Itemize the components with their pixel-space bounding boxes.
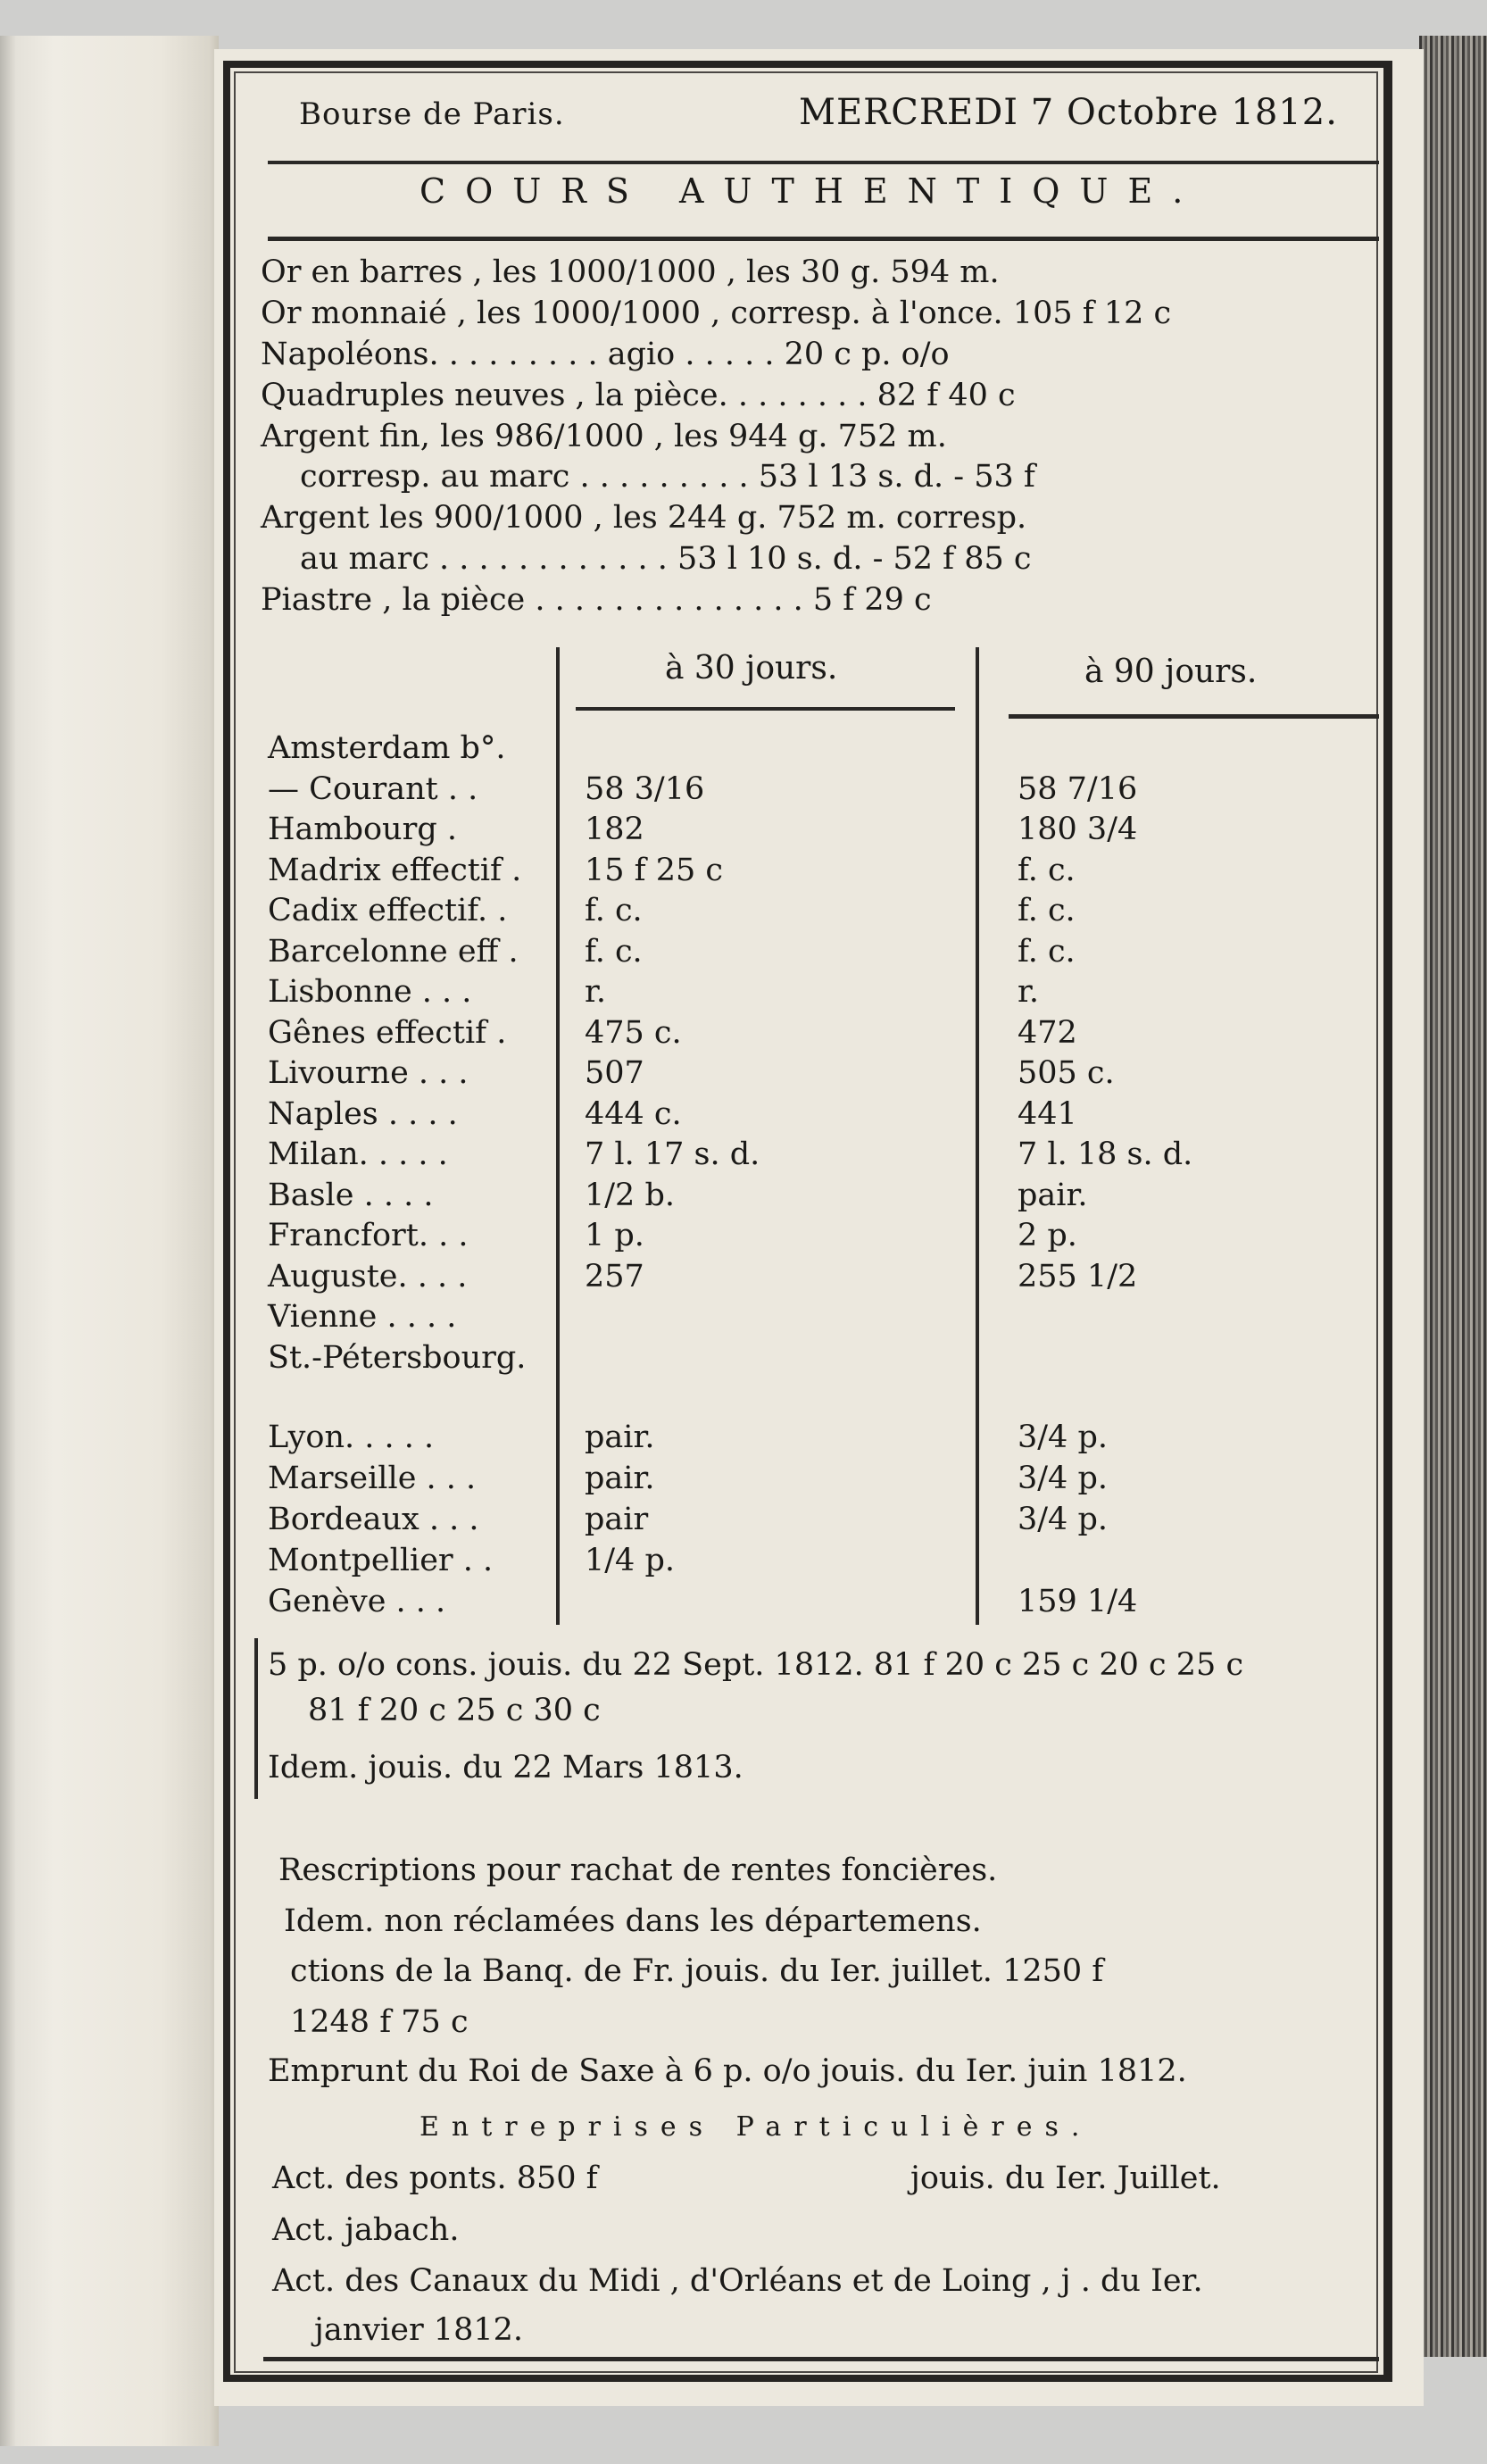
col-header-90: à 90 jours. <box>1084 653 1258 690</box>
metal-line: au marc . . . . . . . . . . . . 53 l 10 s. d. - 52 f 85 c <box>300 541 1032 577</box>
rate-90-days: 3/4 p. <box>1018 1502 1108 1537</box>
exchange-place: Cadix effectif. . <box>268 893 508 928</box>
exchange-place: Basle . . . . <box>268 1177 434 1213</box>
rate-30-days: pair <box>585 1502 649 1537</box>
rate-90-days: 7 l. 18 s. d. <box>1018 1136 1193 1172</box>
rate-30-days: f. c. <box>585 933 643 970</box>
rate-90-days: 2 p. <box>1018 1218 1077 1253</box>
exchange-place: Gênes effectif . <box>268 1014 507 1051</box>
exchange-place: Montpellier . . <box>268 1543 494 1578</box>
rate-30-days: 475 c. <box>585 1014 682 1051</box>
exchange-place: Milan. . . . . <box>268 1136 448 1172</box>
metal-line: Quadruples neuves , la pièce. . . . . . . . 82 f 40 c <box>261 378 1016 413</box>
rate-90-days: 3/4 p. <box>1018 1461 1108 1496</box>
exchange-place: Amsterdam b°. <box>268 730 506 766</box>
metal-line: Or monnaié , les 1000/1000 , corresp. à l'once. 105 f 12 c <box>261 296 1172 331</box>
col-header-rule-30 <box>576 707 955 711</box>
exchange-place: Marseille . . . <box>268 1461 477 1496</box>
col-header-30: à 30 jours. <box>665 650 838 687</box>
rate-90-days: 58 7/16 <box>1018 770 1138 807</box>
exchange-place: Lisbonne . . . <box>268 974 472 1010</box>
exchange-place: Bordeaux . . . <box>268 1502 479 1537</box>
misc-line: Emprunt du Roi de Saxe à 6 p. o/o jouis. du Ier. juin 1812. <box>268 2053 1187 2089</box>
exchange-place: Barcelonne eff . <box>268 933 519 970</box>
exchange-place: Lyon. . . . . <box>268 1419 435 1455</box>
metal-line: Napoléons. . . . . . . . . agio . . . . . 20 c p. o/o <box>261 337 950 372</box>
metal-line: Argent fin, les 986/1000 , les 944 g. 752 m. <box>261 419 947 454</box>
metal-line: Argent les 900/1000 , les 244 g. 752 m. corresp. <box>261 500 1027 536</box>
funds-side-rule <box>254 1638 258 1799</box>
funds-line: Idem. jouis. du 22 Mars 1813. <box>268 1750 744 1786</box>
page-edges-right <box>1419 36 1487 2357</box>
exchange-place: Naples . . . . <box>268 1095 458 1132</box>
rate-90-days: f. c. <box>1018 893 1076 928</box>
rate-90-days: f. c. <box>1018 852 1076 888</box>
funds-line: 81 f 20 c 25 c 30 c <box>308 1693 601 1728</box>
page-title: COURS AUTHENTIQUE. <box>420 171 1203 211</box>
rate-30-days: 182 <box>585 812 644 847</box>
exchange-place: Auguste. . . . <box>268 1258 468 1294</box>
column-divider-right <box>976 647 979 1625</box>
entreprise-canaux: Act. des Canaux du Midi , d'Orléans et de Loing , j . du Ier. <box>272 2263 1203 2299</box>
misc-line: Idem. non réclamées dans les départemens. <box>284 1903 982 1939</box>
metal-line: Or en barres , les 1000/1000 , les 30 g. 594 m. <box>261 254 1000 290</box>
rate-90-days: r. <box>1018 974 1040 1010</box>
rate-90-days: f. c. <box>1018 933 1076 970</box>
exchange-place: Madrix effectif . <box>268 852 522 888</box>
rate-30-days: 1/2 b. <box>585 1177 675 1213</box>
column-divider-left <box>556 647 560 1625</box>
rate-30-days: pair. <box>585 1461 655 1496</box>
entreprise-ponts-jouis: jouis. du Ier. Juillet. <box>910 2160 1221 2196</box>
rate-90-days: 180 3/4 <box>1018 812 1138 847</box>
exchange-place: Genève . . . <box>268 1584 446 1619</box>
rate-30-days: 507 <box>585 1055 644 1091</box>
book-spine-left <box>0 36 219 2446</box>
header-date: MERCREDI 7 Octobre 1812. <box>799 92 1338 133</box>
exchange-place: — Courant . . <box>268 770 478 807</box>
footer-rule <box>263 2357 1379 2361</box>
rate-30-days: 7 l. 17 s. d. <box>585 1136 760 1172</box>
exchange-place: St.-Pétersbourg. <box>268 1339 527 1376</box>
rate-90-days: 505 c. <box>1018 1055 1115 1091</box>
rate-90-days: 159 1/4 <box>1018 1584 1138 1619</box>
rate-30-days: 444 c. <box>585 1095 682 1132</box>
header-bourse: Bourse de Paris. <box>299 96 565 132</box>
misc-line: ctions de la Banq. de Fr. jouis. du Ier. juillet. 1250 f <box>290 1953 1104 1989</box>
rate-30-days: f. c. <box>585 893 643 928</box>
rate-30-days: 15 f 25 c <box>585 852 724 888</box>
rate-90-days: 3/4 p. <box>1018 1419 1108 1455</box>
rate-30-days: 257 <box>585 1258 644 1294</box>
metal-line: Piastre , la pièce . . . . . . . . . . . . . . 5 f 29 c <box>261 582 932 618</box>
rate-30-days: 1 p. <box>585 1218 644 1253</box>
section-title-entreprises: Entreprises Particulières. <box>420 2111 1092 2143</box>
entreprise-jabach: Act. jabach. <box>272 2212 460 2248</box>
funds-line: 5 p. o/o cons. jouis. du 22 Sept. 1812. 81 f 20 c 25 c 20 c 25 c <box>268 1647 1244 1683</box>
rate-30-days: 1/4 p. <box>585 1543 675 1578</box>
rate-90-days: 441 <box>1018 1095 1077 1132</box>
rate-30-days: 58 3/16 <box>585 770 705 807</box>
metal-line: corresp. au marc . . . . . . . . . 53 l 13 s. d. - 53 f <box>300 459 1035 495</box>
rate-90-days: 472 <box>1018 1014 1077 1051</box>
header-rule <box>268 161 1379 164</box>
exchange-place: Vienne . . . . <box>268 1299 457 1335</box>
misc-line: Rescriptions pour rachat de rentes foncières. <box>278 1852 998 1888</box>
misc-line: 1248 f 75 c <box>290 2004 469 2040</box>
rate-30-days: pair. <box>585 1419 655 1455</box>
title-rule <box>268 237 1379 241</box>
rate-90-days: pair. <box>1018 1177 1088 1213</box>
rate-30-days: r. <box>585 974 607 1010</box>
col-header-rule-90 <box>1009 714 1379 719</box>
entreprise-ponts: Act. des ponts. 850 f <box>272 2160 598 2196</box>
exchange-place: Livourne . . . <box>268 1055 469 1091</box>
rate-90-days: 255 1/2 <box>1018 1258 1138 1294</box>
exchange-place: Francfort. . . <box>268 1218 469 1253</box>
entreprise-canaux-date: janvier 1812. <box>314 2312 523 2348</box>
exchange-place: Hambourg . <box>268 812 457 847</box>
